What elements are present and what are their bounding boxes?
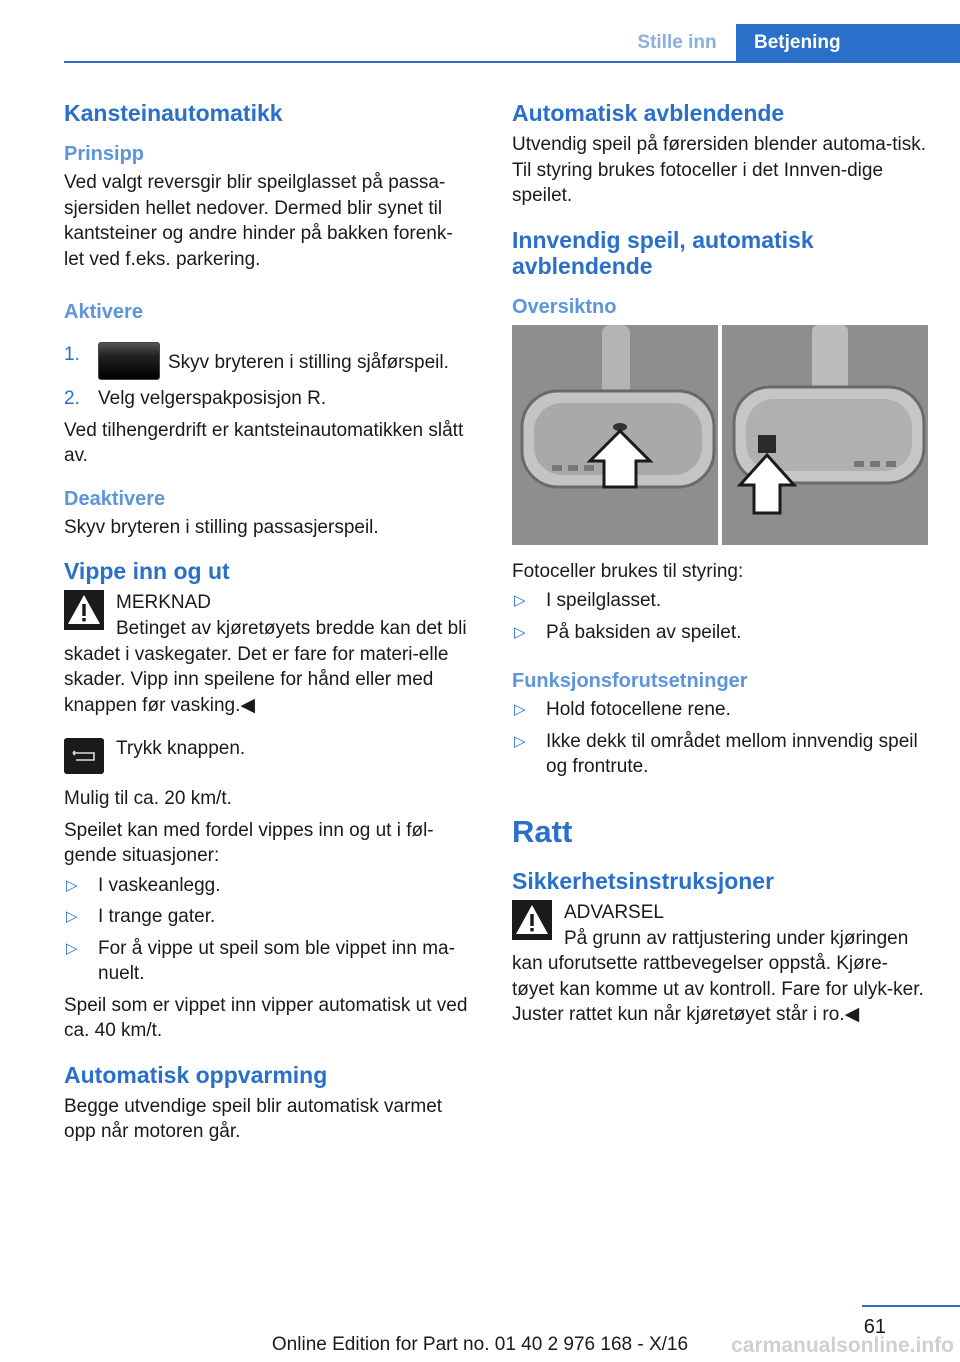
paragraph-avblendende: Utvendig speil på førersiden blender automa‐tisk. Til styring brukes fotoceller i det Innven‐dige speilet.	[512, 134, 926, 206]
list-item: ▷ På baksiden av speilet.	[514, 621, 742, 643]
rearview-mirror-photo	[512, 325, 928, 545]
heading-innvendig-speil: Innvendig speil, automatisk avblendende	[512, 226, 814, 279]
paragraph-vippet: Speil som er vippet inn vipper automatisk ut ved ca. 40 km/t.	[64, 994, 468, 1041]
page-number: 61	[863, 1316, 886, 1338]
notice-title: MERKNAD	[116, 592, 212, 613]
notice-text: Betinget av kjøretøyets bredde kan det bli skadet i vaskegater. Det er fare for materi‐elle skader. Vipp inn speilene for hånd eller med knappen før vasking.◀	[64, 618, 467, 716]
heading-kansteinautomatikk: Kansteinautomatikk	[64, 100, 283, 126]
heading-oppvarming: Automatisk oppvarming	[64, 1061, 328, 1088]
warning-box	[512, 900, 930, 1028]
step-item: 1. Skyv bryteren i stilling sjåførspeil.	[64, 342, 472, 380]
list-item: ▷ Hold fotocellene rene.	[514, 699, 731, 720]
step-item: 2. Velg velgerspakposisjon R.	[64, 388, 327, 409]
header-section-tab: Stille inn	[637, 32, 717, 53]
left-column	[64, 100, 472, 1145]
paragraph-tilhenger: Ved tilhengerdrift er kantsteinautomatikken slått av.	[64, 419, 464, 466]
fotoceller-list	[512, 588, 930, 645]
button-instruction: Trykk knappen.	[116, 738, 246, 759]
warning-title: ADVARSEL	[564, 901, 664, 923]
mirror-switch-icon	[98, 342, 160, 380]
footer-edition: Online Edition for Part no. 01 40 2 976 168 - X/16	[271, 1334, 689, 1355]
list-item: ▷ I vaskeanlegg.	[66, 874, 221, 896]
warning-triangle-icon	[512, 900, 552, 940]
list-item: ▷ Ikke dekk til området mellom innvendig speil og frontrute.	[514, 730, 918, 777]
heading-ratt: Ratt	[512, 813, 573, 849]
list-item: ▷ For å vippe ut speil som ble vippet inn ma‐nuelt.	[66, 937, 455, 984]
paragraph-situasjoner: Speilet kan med fordel vippes inn og ut i føl‐gende situasjoner:	[64, 819, 434, 866]
heading-prinsipp: Prinsipp	[64, 143, 145, 165]
notice-box	[64, 590, 472, 718]
paragraph-fotoceller: Fotoceller brukes til styring:	[512, 560, 744, 582]
warning-text: På grunn av rattjustering under kjøringen kan uforutsette rattbevegelser oppstå. Kjøre‐tøyet kan komme ut av kontroll. Fare for ulyk‐ker. Juster rattet kun når kjøretøyet står i ro.◀	[512, 927, 924, 1025]
funksjon-list	[512, 697, 930, 780]
warning-triangle-icon	[64, 590, 104, 630]
header-chapter-tab: Betjening	[736, 24, 960, 62]
heading-aktivere: Aktivere	[64, 301, 143, 323]
heading-oversikt: Oversiktno	[512, 295, 617, 318]
header-rule	[64, 61, 960, 63]
watermark: carmanualsonline.info	[731, 1334, 954, 1357]
situasjoner-list	[64, 873, 472, 987]
heading-funksjonsforutsetninger: Funksjonsforutsetninger	[512, 670, 748, 692]
paragraph-mulig: Mulig til ca. 20 km/t.	[64, 788, 232, 809]
heading-sikkerhet: Sikkerhetsinstruksjoner	[512, 867, 775, 894]
mirror-fold-button-icon	[64, 738, 104, 774]
heading-deaktivere: Deaktivere	[64, 487, 166, 510]
aktivere-steps	[64, 342, 472, 412]
heading-avblendende: Automatisk avblendende	[512, 100, 785, 126]
paragraph-prinsipp: Ved valgt reversgir blir speilglasset på passa‐sjersiden hellet nedover. Dermed blir synet til kantsteiner og andre hinder på bakken forenk‐let ved f.eks. parkering.	[64, 172, 453, 270]
list-item: ▷ I speilglasset.	[514, 590, 662, 611]
paragraph-oppvarming: Begge utvendige speil blir automatisk varmet opp når motoren går.	[64, 1095, 443, 1142]
heading-vippe: Vippe inn og ut	[64, 558, 230, 584]
right-column	[512, 100, 930, 1028]
list-item: ▷ I trange gater.	[66, 906, 216, 927]
footer-rule	[862, 1305, 960, 1307]
fold-button-row	[64, 736, 472, 776]
paragraph-deaktivere: Skyv bryteren i stilling passasjerspeil.	[64, 516, 379, 538]
